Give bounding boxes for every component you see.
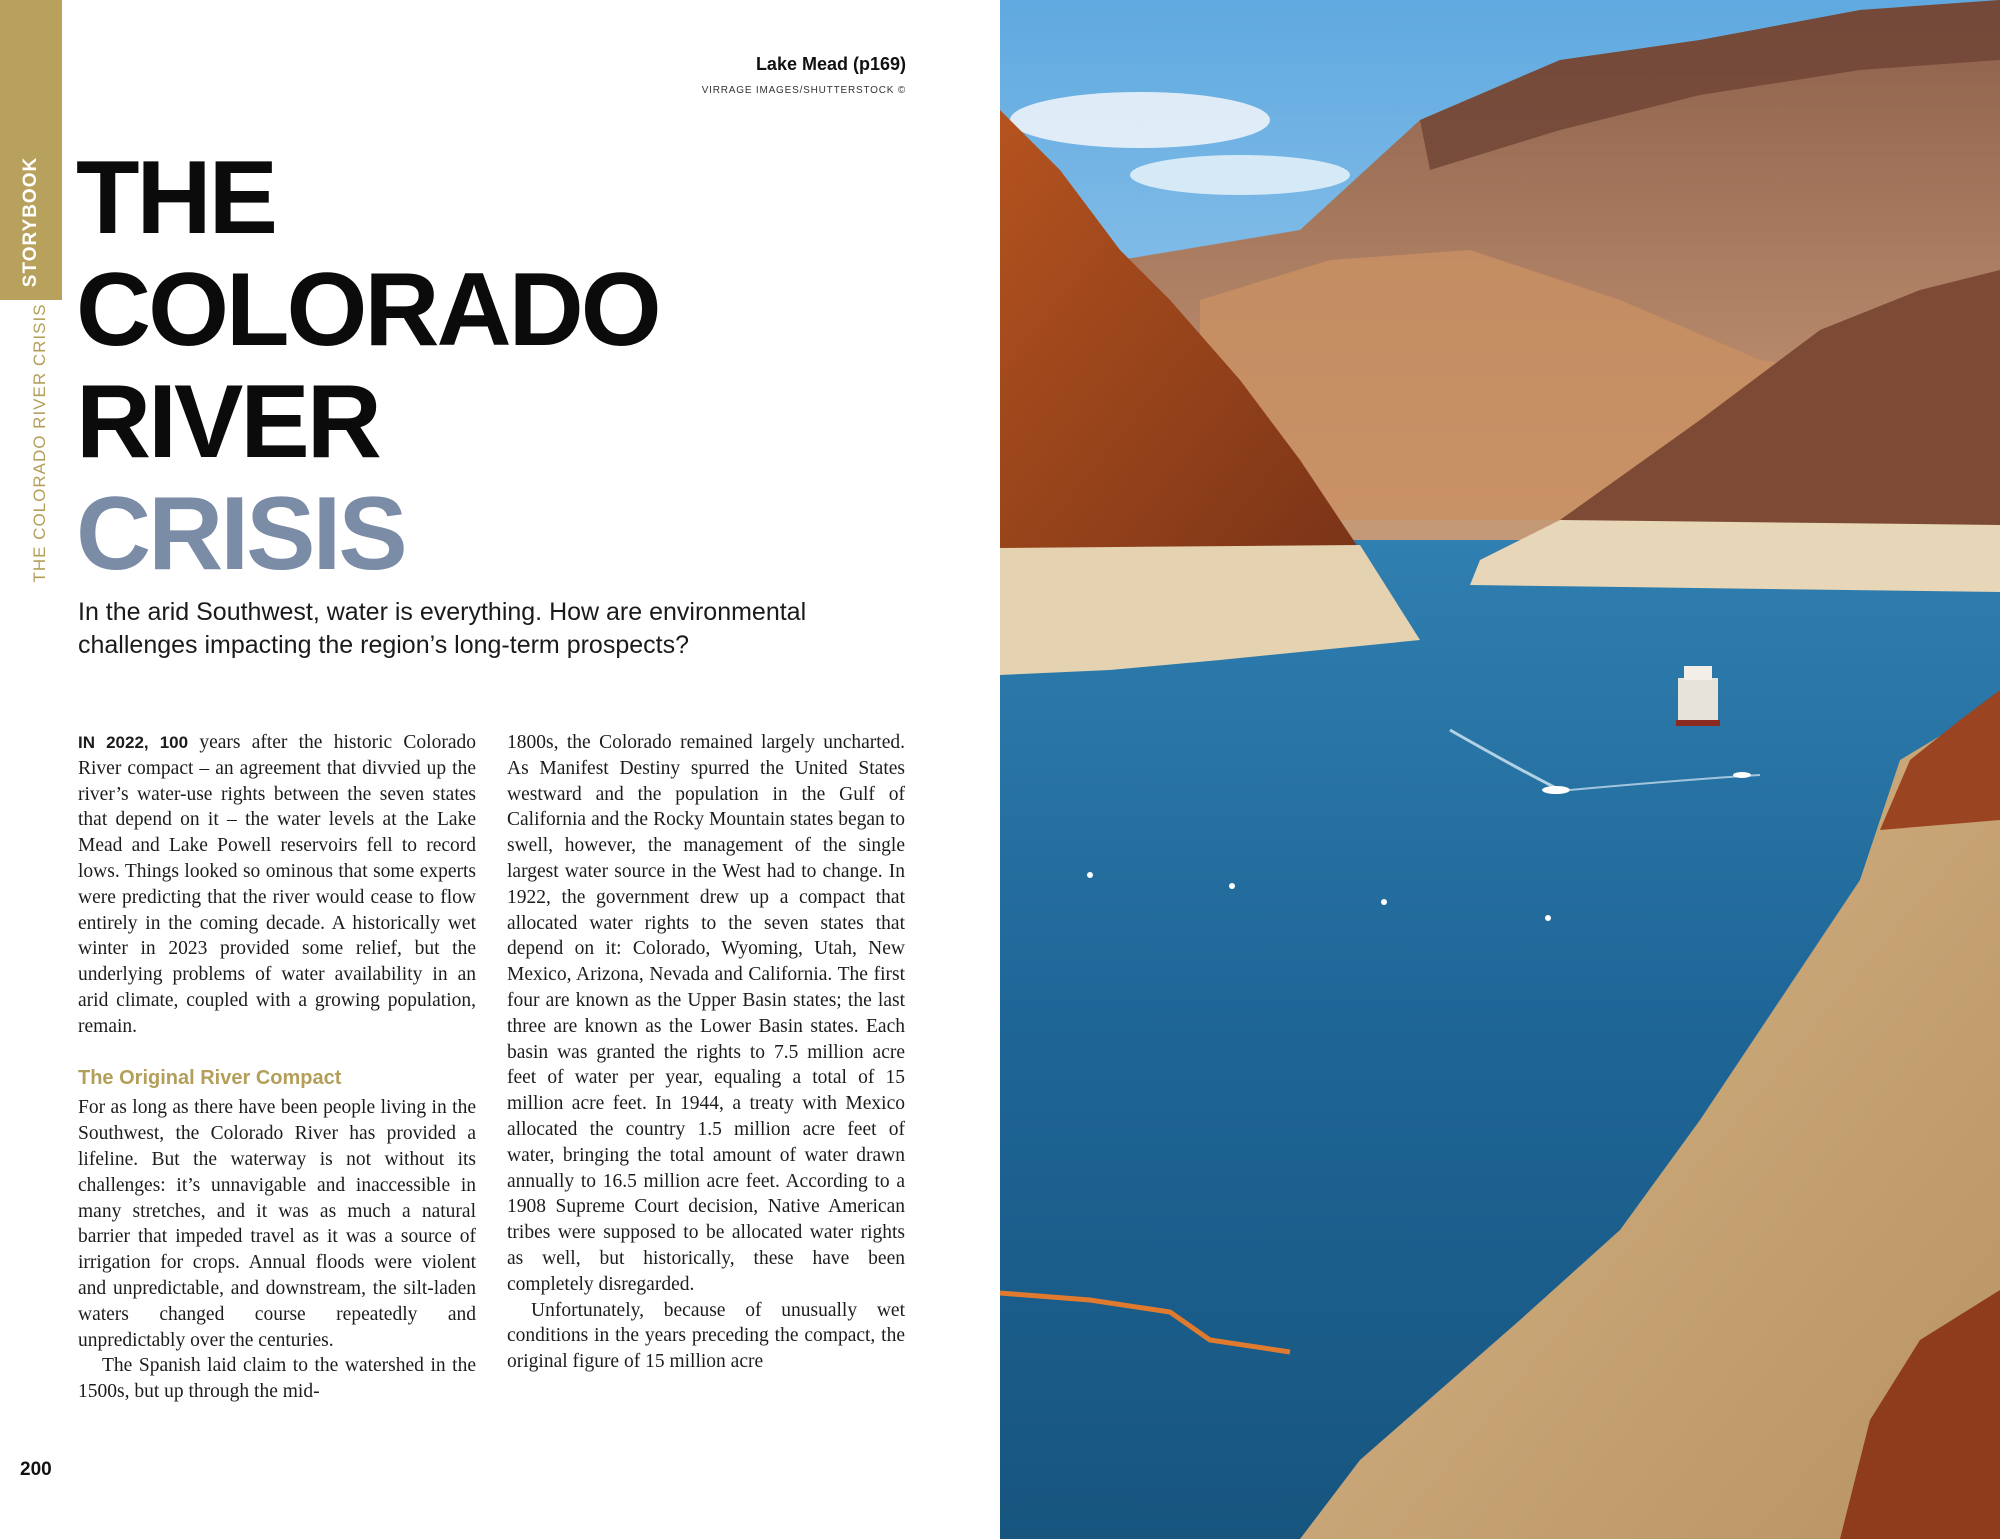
body-column-1 bbox=[78, 730, 476, 1405]
buoy bbox=[1087, 872, 1093, 878]
body-paragraph bbox=[78, 730, 476, 1040]
photo-credit: VIRRAGE IMAGES/SHUTTERSTOCK © bbox=[701, 85, 906, 96]
cloud bbox=[1010, 92, 1270, 148]
article-dek: In the arid Southwest, water is everything. How are environmental challenges impacting the region’s long-term prospects? bbox=[78, 598, 807, 659]
speedboat bbox=[1733, 772, 1751, 778]
section-tab bbox=[0, 0, 62, 300]
paddle-boat bbox=[1678, 678, 1718, 722]
headline-line-4: CRISIS bbox=[76, 476, 405, 592]
section-subhead: The Original River Compact bbox=[78, 1066, 342, 1089]
body-paragraph: The Spanish laid claim to the watershed in the 1500s, but up through the mid- bbox=[78, 1355, 476, 1403]
running-title: THE COLORADO RIVER CRISIS bbox=[30, 303, 49, 583]
lake-mead-illustration bbox=[1000, 0, 2000, 1539]
headline-line-1: THE bbox=[76, 140, 275, 256]
buoy bbox=[1545, 915, 1551, 921]
buoy bbox=[1381, 899, 1387, 905]
body-paragraph: For as long as there have been people living in the Southwest, the Colorado River has provided a lifeline. But the waterway is not without its challenges: it’s unnavigable and inaccessible in many stretches, and it was as much a natural barrier that impeded travel as it was a source of irrigation for crops. Annual floods were violent and unpredictable, and downstream, the silt-laden waters changed course repeatedly and unpredictably over the centuries. bbox=[78, 1097, 476, 1351]
article-headline bbox=[76, 142, 659, 590]
paragraph-text: years after the historic Colorado River compact – an agreement that divvied up the river’s water-use rights between the seven states that depend on it – the water levels at the Lake Mead and Lake Powell reservoirs fell to record lows. Things looked so ominous that some experts were predicting that the river would cease to flow entirely in the coming decade. A historically wet winter in 2023 provided some relief, but the underlying problems of water availability in an arid climate, coupled with a growing population, remain. bbox=[78, 732, 476, 1037]
body-column-2 bbox=[507, 730, 905, 1375]
page-number: 200 bbox=[20, 1459, 52, 1480]
photo-caption-title: Lake Mead (p169) bbox=[755, 54, 906, 74]
cloud bbox=[1130, 155, 1350, 195]
section-tab-label: STORYBOOK bbox=[20, 156, 41, 288]
lead-in: IN 2022, 100 bbox=[78, 733, 189, 752]
body-paragraph: 1800s, the Colorado remained largely uncharted. As Manifest Destiny spurred the United States westward and the population in the Gulf of California and the Rocky Mountain states began to swell, however, the management of the single largest water source in the West had to change. In 1922, the government drew up a compact that allocated water rights to the seven states that depend on it: Colorado, Wyoming, Utah, New Mexico, Arizona, Nevada and California. The first four are known as the Upper Basin states; the last three are known as the Lower Basin states. Each basin was granted the rights to 7.5 million acre feet of water per year, equaling a total of 15 million acre feet. In 1944, a treaty with Mexico allocated the country 1.5 million acre feet of water, bringing the total amount of water drawn annually to 16.5 million acre feet. According to a 1908 Supreme Court decision, Native American tribes were supposed to be allocated water rights as well, but historically, these have been completely disregarded. bbox=[507, 732, 905, 1295]
bathtub-ring-far bbox=[1470, 520, 2000, 592]
paddle-boat-deck bbox=[1684, 666, 1712, 680]
buoy bbox=[1229, 883, 1235, 889]
headline-line-2: COLORADO bbox=[76, 252, 659, 368]
speedboat bbox=[1542, 786, 1570, 794]
body-paragraph: Unfortunately, because of unusually wet conditions in the years preceding the compact, the original figure of 15 million acre bbox=[507, 1299, 905, 1373]
lake-mead-photo bbox=[1000, 0, 2000, 1539]
paddle-boat-hull bbox=[1676, 720, 1720, 726]
headline-line-3: RIVER bbox=[76, 364, 379, 480]
